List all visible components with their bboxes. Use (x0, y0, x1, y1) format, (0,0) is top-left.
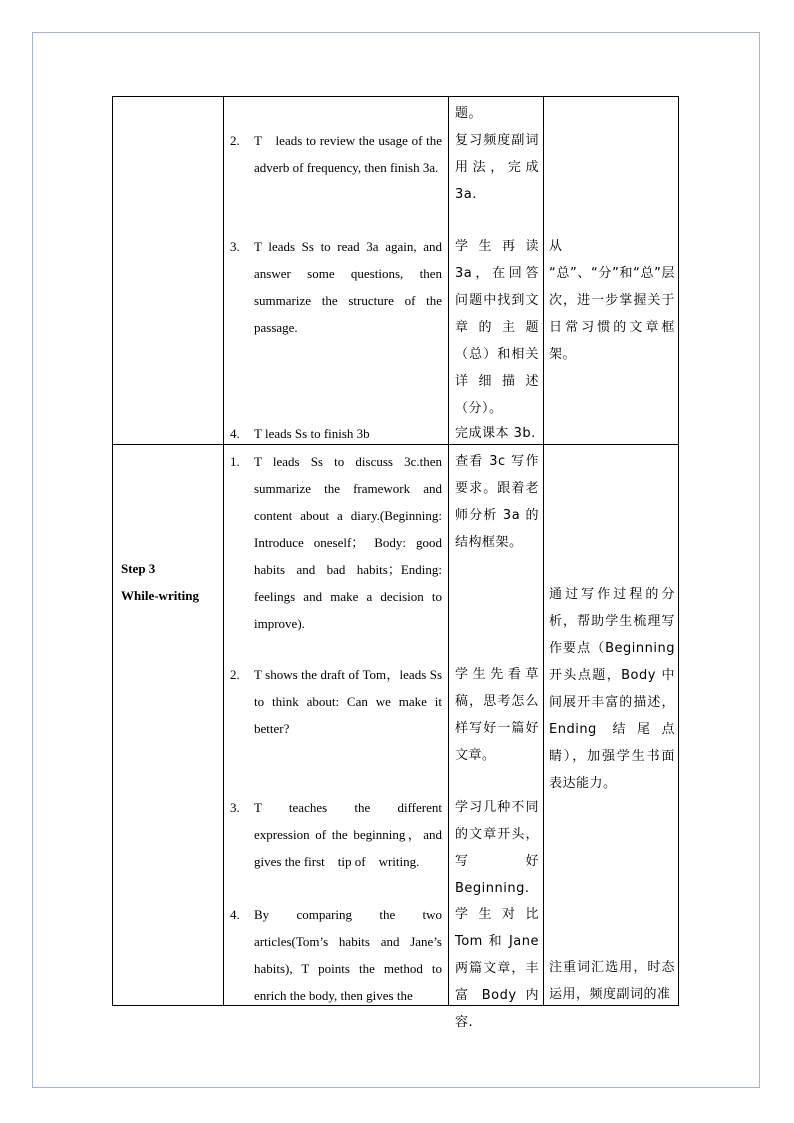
student-activity-text: 查看 3c 写作要求。跟着老师分析 3a 的结构框架。 (455, 454, 539, 550)
student-activity-text: 学生对比 Tom 和 Jane 两篇文章，丰富 Body 内容. (455, 907, 539, 1030)
item-number: 4. (230, 426, 240, 441)
item-number: 2. (230, 133, 240, 148)
purpose-text: 注重词汇选用，时态运用，频度副词的准 (549, 960, 675, 1002)
step-cell-empty (113, 97, 224, 445)
item-number: 4. (230, 907, 240, 922)
teacher-activity-text: T shows the draft of Tom，leads Ss to think about: Can we make it better? (254, 667, 456, 736)
item-number: 3. (230, 800, 240, 815)
purpose-cell (544, 445, 679, 1006)
student-activity-cell (449, 97, 544, 445)
table-row (113, 445, 679, 1006)
teacher-activity-text: By comparing the two articles(Tom’s habits and Jane’s habits), T points the method to enrich the body, then gives the (254, 907, 442, 1003)
teacher-activity-text: T leads Ss to read 3a again, and answer some questions, then summarize the structure of the passage. (254, 239, 442, 335)
step-name: While-writing (121, 588, 199, 603)
teacher-activity-cell (224, 97, 449, 445)
student-activity-text: 学生先看草稿，思考怎么样写好一篇好文章。 (455, 667, 539, 763)
teacher-activity-text: T leads Ss to discuss 3c.then summarize the framework and content about a diary.(Beginning: Introduce oneself； Body: good habits and bad habits；Ending: feelings and make a decision to improve). (254, 454, 442, 631)
student-activity-text: 完成课本 3b. (455, 426, 536, 441)
student-activity-text: 学习几种不同的文章开头，写好 Beginning. (455, 800, 539, 896)
student-activity-text: 复习频度副词用法，完成 3a. (455, 133, 539, 202)
table-row (113, 97, 679, 445)
student-activity-cell (449, 445, 544, 1030)
item-number: 2. (230, 667, 240, 682)
purpose-text: 从 “总”、“分”和“总”层次，进一步掌握关于日常习惯的文章框架。 (549, 239, 675, 362)
teacher-activity-text: T leads to review the usage of the adverb of frequency, then finish 3a. (254, 133, 442, 175)
lesson-plan-table (112, 96, 679, 1030)
purpose-cell (544, 97, 679, 445)
step-title: Step 3 (121, 561, 156, 576)
teacher-activity-cell (224, 445, 456, 1006)
teacher-activity-text: T leads Ss to finish 3b (254, 426, 370, 441)
student-activity-text: 题。 (455, 106, 483, 121)
step-cell (113, 445, 224, 1006)
teacher-activity-text: T teaches the different expression of the beginning，and gives the first tip of writing. (254, 800, 442, 869)
student-activity-text: 学生再读 3a，在回答问题中找到文章的主题（总）和相关详细描述（分）。 (455, 239, 539, 416)
item-number: 1. (230, 454, 240, 469)
purpose-text: 通过写作过程的分析，帮助学生梳理写作要点（Beginning 开头点题，Body 中间展开丰富的描述，Ending 结尾点睛），加强学生书面表达能力。 (549, 587, 675, 791)
item-number: 3. (230, 239, 240, 254)
